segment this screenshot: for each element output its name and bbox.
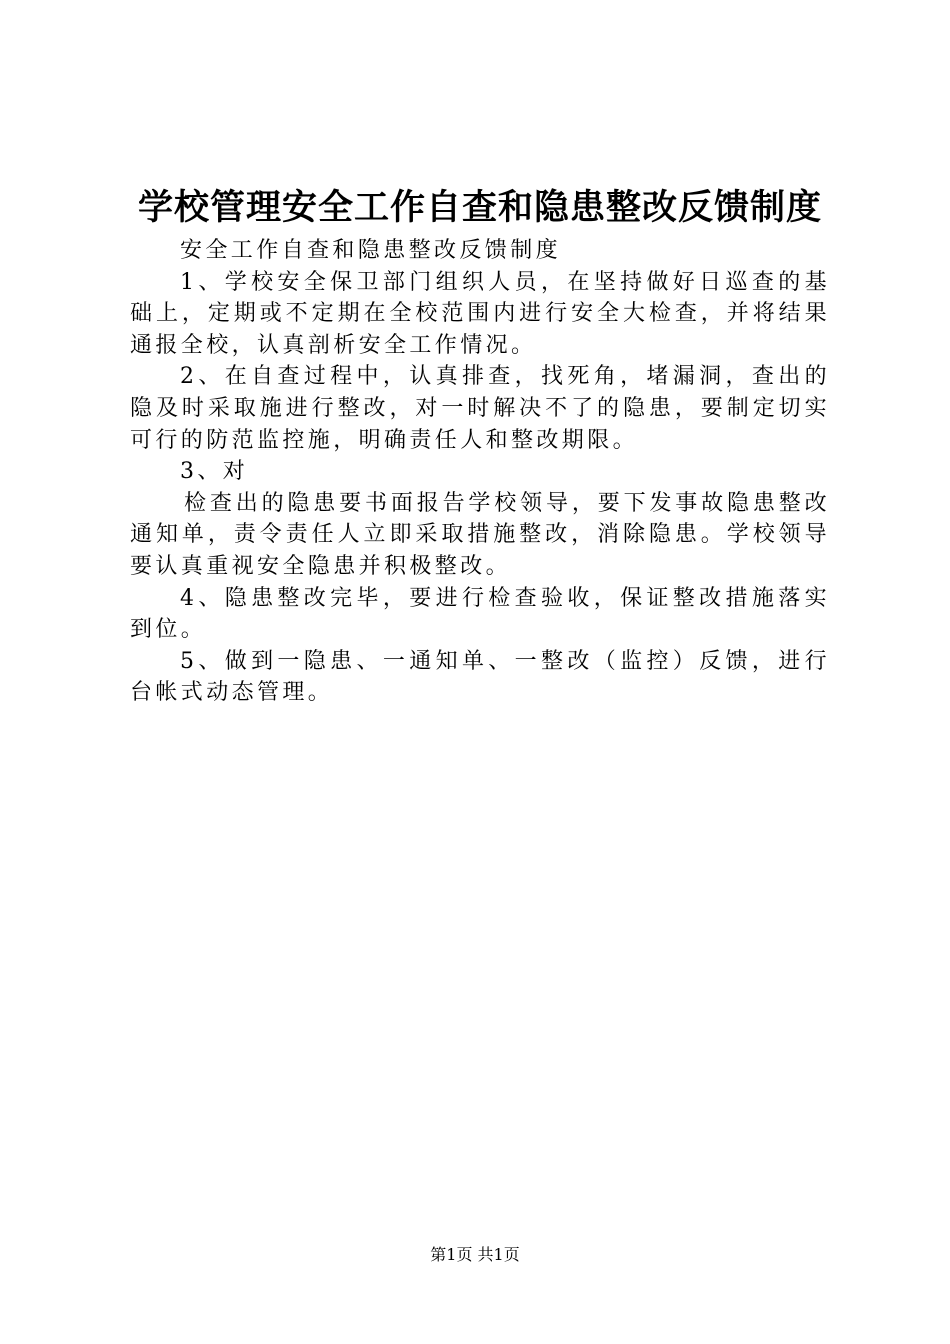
paragraph-item-3: 3、对 <box>180 459 249 485</box>
document-body <box>130 235 830 709</box>
paragraph-item-3-continued: 检查出的隐患要书面报告学校领导，要下发事故隐患整改通知单，责令责任人立即采取措施整改，消除隐患。学校领导要认真重视安全隐患并积极整改。 <box>130 490 830 579</box>
page-number-footer: 第1页 共1页 <box>430 1245 520 1264</box>
paragraph-heading: 安全工作自查和隐患整改反馈制度 <box>180 238 562 263</box>
document-title: 学校管理安全工作自查和隐患整改反馈制度 <box>137 187 822 228</box>
paragraph-item-4: 4、隐患整改完毕，要进行检查验收，保证整改措施落实到位。 <box>130 585 830 643</box>
paragraph-item-5: 5、做到一隐患、一通知单、一整改（监控）反馈，进行台帐式动态管理。 <box>130 648 830 706</box>
paragraph-item-2: 2、在自查过程中，认真排查，找死角，堵漏洞，查出的隐及时采取施进行整改，对一时解决不了的隐患，要制定切实可行的防范监控施，明确责任人和整改期限。 <box>130 364 830 453</box>
paragraph-item-1: 1、学校安全保卫部门组织人员，在坚持做好日巡查的基础上，定期或不定期在全校范围内进行安全大检查，并将结果通报全校，认真剖析安全工作情况。 <box>130 269 830 358</box>
